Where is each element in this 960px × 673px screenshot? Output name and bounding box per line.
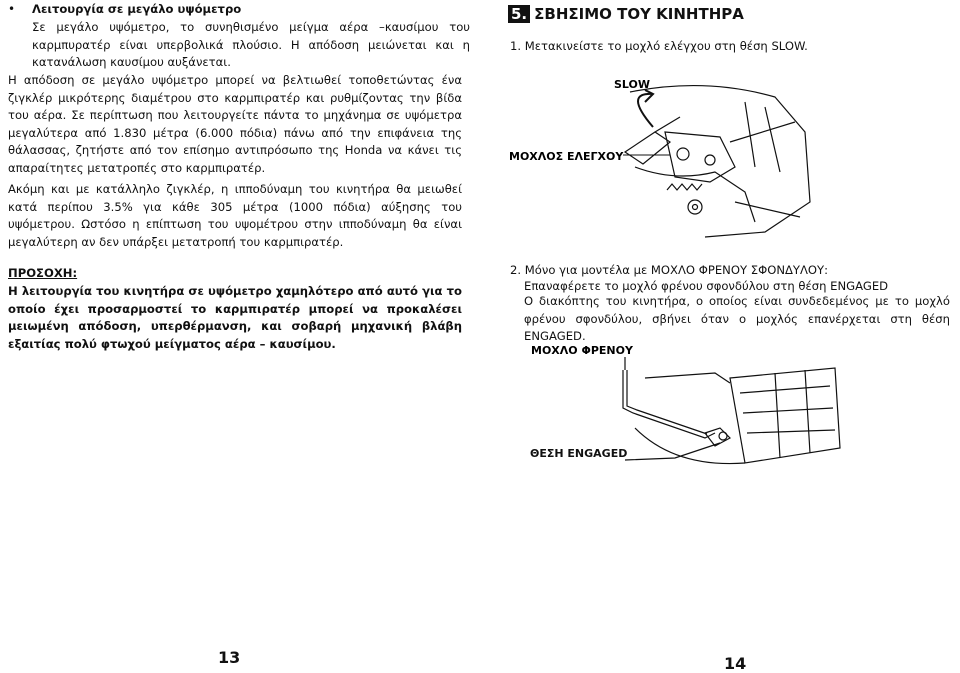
slow-label: SLOW [614,78,651,91]
page-number-right: 14 [724,654,747,673]
bullet-icon: • [8,2,16,16]
paragraph-rich-mixture: Σε μεγάλο υψόμετρο, το συνηθισμένο μείγμα αέρα –καυσίμου του καρμπυρατέρ είναι υπερβολικά πλούσιο. Η απόδοση μειώνεται και η κατανάλωση καυσίμου αυξάνεται. [32,20,470,69]
warning-title: ΠΡΟΣΟΧΗ: [8,266,78,280]
step-1-text: 1. Μετακινείστε το μοχλό ελέγχου στη θέση SLOW. [510,39,808,53]
step-2-note: Ο διακόπτης του κινητήρα, ο οποίος είναι συνδεδεμένος με το μοχλό φρένου σφονδύλου, σβήνει όταν ο μοχλός επανέρχεται στη θέση ENGAGED. [524,294,950,343]
step-2-title: 2. Μόνο για μοντέλα με ΜΟΧΛΟ ΦΡΕΝΟΥ ΣΦΟΝΔΥΛΟΥ: [510,263,829,277]
page-number-left: 13 [218,648,241,667]
section-heading: Λειτουργία σε μεγάλο υψόμετρο [32,2,242,16]
section-title: ΣΒΗΣΙΜΟ ΤΟΥ ΚΙΝΗΤΗΡΑ [534,5,744,23]
paragraph-power-loss: Ακόμη και με κατάλληλο ζιγκλέρ, η ιπποδύναμη του κινητήρα θα μειωθεί κατά περίπου 3.5% για κάθε 305 μέτρα (1000 πόδια) αύξησης του υψόμετρου. Ωστόσο η επίπτωση του υψομέτρου στην ιπποδύναμη θα είναι μεγαλύτερη αν δεν υπάρξει μετατροπή του καρμπιρατέρ. [8,182,462,249]
control-lever-label: ΜΟΧΛΟΣ ΕΛΕΓΧΟΥ [509,150,624,163]
control-lever-illustration [505,72,815,240]
brake-lever-label: ΜΟΧΛΟ ΦΡΕΝΟΥ [531,344,633,357]
step-2-instruction: Επαναφέρετε το μοχλό φρένου σφονδύλου στη θέση ENGAGED [524,279,889,293]
control-lever-figure [505,72,815,240]
warning-text: Η λειτουργία του κινητήρα σε υψόμετρο χαμηλότερο από αυτό για το οποίο έχει προσαρμοστεί το καρμπιρατέρ μπορεί να προκαλέσει μειωμένη απόδοση, υπερθέρμανση, και σοβαρή μηχανική βλάβη εξαιτίας πολύ φτωχού μείγματος αέρα – καυσίμου. [8,284,462,351]
section-number: 5. [508,5,530,23]
section-header [508,4,744,23]
engaged-position-label: ΘΕΣΗ ENGAGED [530,447,628,460]
paragraph-jet-adjustment: Η απόδοση σε μεγάλο υψόμετρο μπορεί να βελτιωθεί τοποθετώντας ένα ζιγκλέρ μικρότερης διαμέτρου στο καρμπιρατέρ και ρυθμίζοντας την βίδα του αέρα. Σε περίπτωση που λειτουργείτε πάντα το μηχάνημα σε υψόμετρα μεγαλύτερα από 1.830 μέτρα (6.000 πόδια) πάνω από την επιφάνεια της θάλασσας, ζητήστε από τον επίσημο αντιπρόσωπο της Honda να κάνει τις απαραίτητες μετατροπές στο καρμπιρατέρ. [8,73,462,175]
